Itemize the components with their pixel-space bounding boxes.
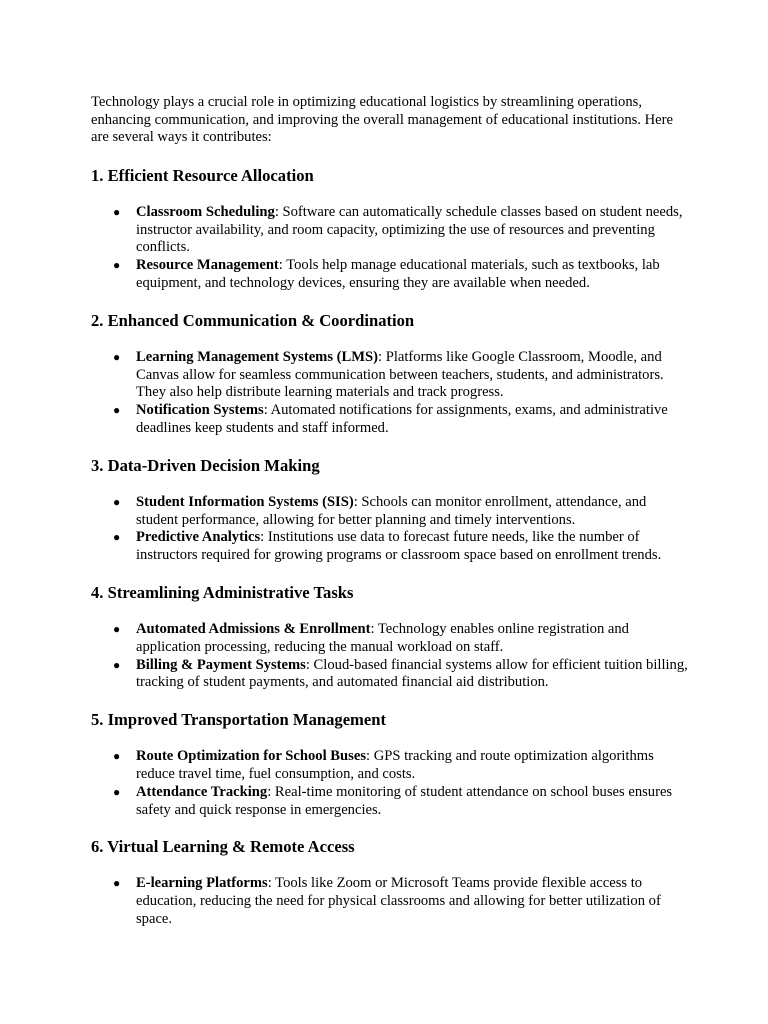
section-2 bbox=[91, 311, 691, 438]
item-term: Predictive Analytics bbox=[136, 529, 261, 546]
bullet-list bbox=[91, 875, 691, 928]
section-1 bbox=[91, 166, 691, 293]
bullet-list bbox=[91, 204, 691, 293]
item-text: : Real-time monitoring of student attendance on school buses ensures safety and quick response in emergencies. bbox=[136, 783, 673, 818]
bullet-icon: ● bbox=[113, 657, 121, 672]
item-term: Student Information Systems (SIS) bbox=[136, 493, 354, 510]
item-term: Learning Management Systems (LMS) bbox=[136, 348, 378, 365]
item-term: Classroom Scheduling bbox=[136, 203, 275, 220]
section-3 bbox=[91, 456, 691, 565]
list-item bbox=[91, 875, 691, 928]
section-heading: 3. Data-Driven Decision Making bbox=[91, 455, 320, 475]
item-text: : Tools help manage educational materials, such as textbooks, lab equipment, and technology devices, ensuring they are available when needed. bbox=[136, 257, 660, 291]
item-text: : Cloud-based financial systems allow for efficient tuition billing, tracking of student payments, and automated financial aid distribution. bbox=[136, 656, 688, 691]
section-heading: 2. Enhanced Communication & Coordination bbox=[91, 310, 415, 330]
item-term: E-learning Platforms bbox=[136, 875, 268, 892]
item-term: Route Optimization for School Buses bbox=[136, 748, 366, 765]
bullet-list bbox=[91, 494, 691, 565]
section-heading: 6. Virtual Learning & Remote Access bbox=[91, 837, 355, 857]
list-item bbox=[91, 784, 691, 820]
item-term: Notification Systems bbox=[136, 402, 264, 419]
list-item bbox=[91, 349, 691, 402]
item-text: : Schools can monitor enrollment, attendance, and student performance, allowing for better planning and timely interventions. bbox=[136, 493, 647, 528]
section-5 bbox=[91, 710, 691, 819]
list-item bbox=[91, 204, 691, 257]
bullet-icon: ● bbox=[113, 349, 121, 364]
section-4 bbox=[91, 583, 691, 692]
list-item bbox=[91, 657, 691, 693]
bullet-icon: ● bbox=[113, 403, 121, 418]
item-text: : Software can automatically schedule classes based on student needs, instructor availability, and room capacity, optimizing the use of resources and preventing conflicts. bbox=[136, 203, 683, 256]
section-heading: 5. Improved Transportation Management bbox=[91, 710, 387, 730]
item-text: : Platforms like Google Classroom, Moodle, and Canvas allow for seamless communication between teachers, students, and administrators. They also help distribute learning materials and track progress. bbox=[136, 348, 664, 401]
list-item bbox=[91, 494, 691, 530]
list-item bbox=[91, 748, 691, 784]
item-term: Billing & Payment Systems bbox=[136, 656, 306, 673]
bullet-icon: ● bbox=[113, 530, 121, 545]
item-term: Resource Management bbox=[136, 257, 279, 274]
bullet-icon: ● bbox=[113, 876, 121, 891]
section-6 bbox=[91, 837, 691, 928]
bullet-list bbox=[91, 621, 691, 692]
list-item bbox=[91, 257, 691, 293]
list-item bbox=[91, 621, 691, 657]
section-heading: 4. Streamlining Administrative Tasks bbox=[91, 582, 354, 602]
item-text: : Institutions use data to forecast future needs, like the number of instructors required for growing programs or classroom space based on enrollment trends. bbox=[136, 529, 662, 564]
bullet-icon: ● bbox=[113, 204, 121, 219]
bullet-list bbox=[91, 349, 691, 438]
item-text: : Automated notifications for assignments, exams, and administrative deadlines keep students and staff informed. bbox=[136, 402, 668, 436]
bullet-icon: ● bbox=[113, 749, 121, 764]
section-heading: 1. Efficient Resource Allocation bbox=[91, 165, 314, 185]
item-text: : Tools like Zoom or Microsoft Teams provide flexible access to education, reducing the need for physical classrooms and allowing for better utilization of space. bbox=[136, 875, 661, 927]
item-term: Automated Admissions & Enrollment bbox=[136, 620, 371, 637]
bullet-icon: ● bbox=[113, 258, 121, 273]
item-text: : GPS tracking and route optimization algorithms reduce travel time, fuel consumption, and costs. bbox=[136, 748, 654, 782]
bullet-icon: ● bbox=[113, 494, 121, 509]
bullet-list bbox=[91, 748, 691, 819]
document-page bbox=[91, 94, 691, 947]
bullet-icon: ● bbox=[113, 784, 121, 799]
list-item bbox=[91, 529, 691, 565]
list-item bbox=[91, 402, 691, 438]
bullet-icon: ● bbox=[113, 621, 121, 636]
intro-paragraph: Technology plays a crucial role in optimizing educational logistics by streamlining operations, enhancing communication, and improving the overall management of educational institutions. Here are several ways it contributes: bbox=[91, 94, 673, 146]
item-term: Attendance Tracking bbox=[136, 783, 268, 800]
item-text: : Technology enables online registration and application processing, reducing the manual workload on staff. bbox=[136, 620, 629, 655]
